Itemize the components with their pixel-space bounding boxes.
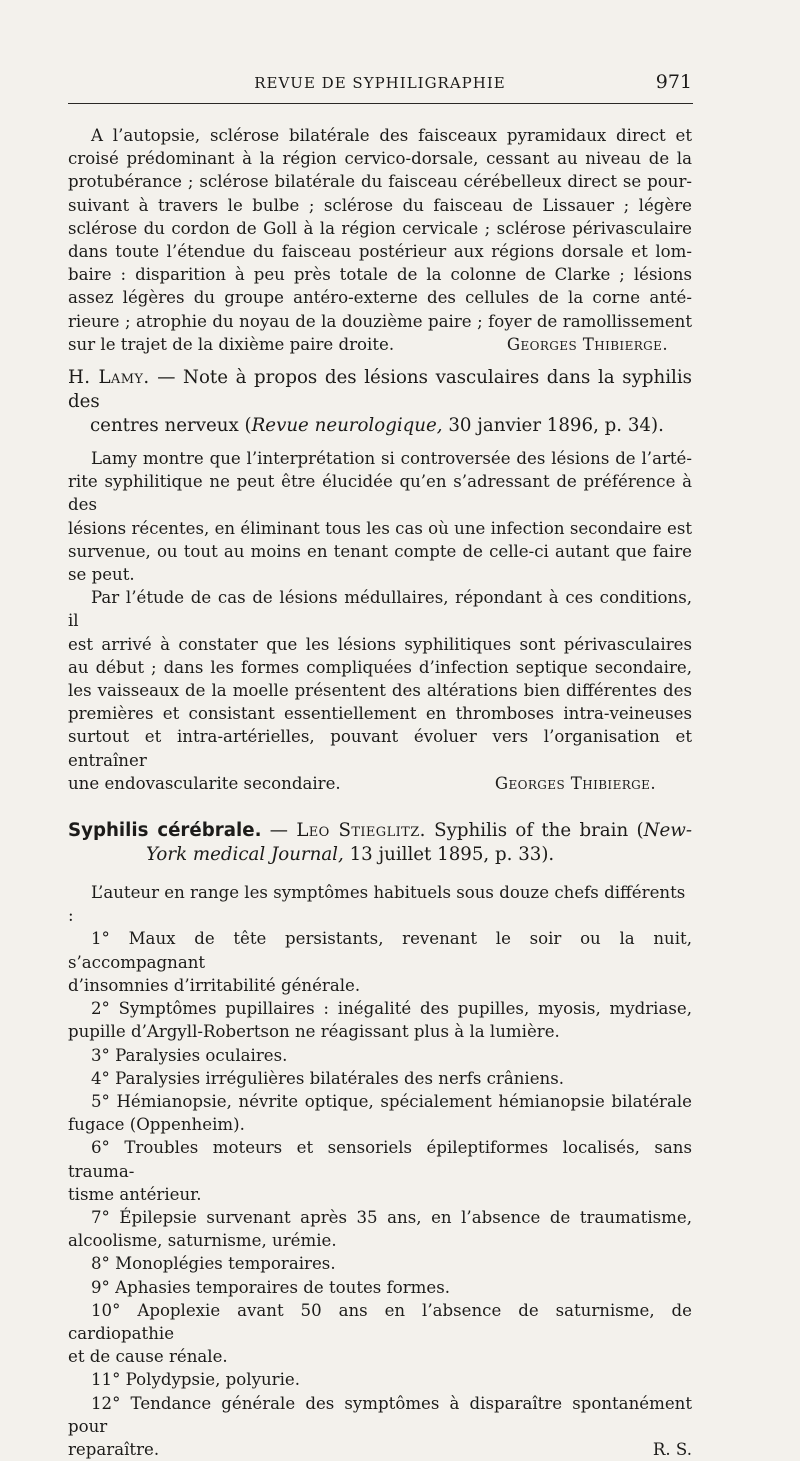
text-line: Lamy montre que l’interprétation si controversée des lésions de l’arté- xyxy=(91,449,692,469)
list-item: 7° Épilepsie survenant après 35 ans, en l’absence de traumatisme, alcoolisme, saturnisme, urémie. xyxy=(68,1207,692,1251)
text-line: premières et consistant essentiellement en thromboses intra-veineuses xyxy=(68,704,692,724)
page-header xyxy=(68,71,692,102)
text-line: sclérose du cordon de Goll à la région cervicale ; sclérose périvasculaire xyxy=(68,218,692,238)
text-line: les vaisseaux de la moelle présentent des altérations bien différentes des xyxy=(68,681,692,701)
journal-name: Revue neurologique, xyxy=(251,415,443,437)
text-line: dans toute l’étendue du faisceau postérieur aux régions dorsale et lom- xyxy=(68,242,692,262)
text-line: protubérance ; sclérose bilatérale du faisceau cérébelleux direct se pour- xyxy=(68,172,692,192)
page-number: 971 xyxy=(655,71,692,93)
text-line: sur le trajet de la dixième paire droite. xyxy=(68,334,395,354)
closing-line xyxy=(68,333,692,356)
symptom-list xyxy=(68,927,692,1461)
heading-author: H. Lamy. xyxy=(68,367,150,389)
heading-author: Leo Stieglitz. xyxy=(296,820,426,842)
text-line: au début ; dans les formes compliquées d’infection septique secondaire, xyxy=(68,657,692,677)
citation-date: 13 juillet 1895, p. 33). xyxy=(343,844,555,866)
heading-title: Note à propos des lésions vasculaires dans la syphilis des xyxy=(68,367,692,413)
text-line: une endovascularite secondaire. xyxy=(68,773,341,793)
text-line: est arrivé à constater que les lésions syphilitiques sont périvasculaires xyxy=(68,634,692,654)
heading-title: Syphilis of the brain ( xyxy=(425,820,644,842)
text-line: suivant à travers le bulbe ; sclérose du faisceau de Lissauer ; légère xyxy=(68,195,692,215)
text-line: baire : disparition à peu près totale de la colonne de Clarke ; lésions xyxy=(68,265,692,285)
list-item: 6° Troubles moteurs et sensoriels épileptiformes localisés, sans trauma- tisme antérieur. xyxy=(68,1138,692,1204)
lamy-summary-paragraph xyxy=(68,447,692,586)
text-line: croisé prédominant à la région cervico-dorsale, cessant au niveau de la xyxy=(68,149,692,169)
text-line: se peut. xyxy=(68,565,135,585)
list-item: 9° Aphasies temporaires de toutes formes. xyxy=(91,1277,451,1297)
header-rule xyxy=(68,103,693,104)
text-line: survenue, ou tout au moins en tenant compte de celle-ci autant que faire xyxy=(68,541,692,561)
journal-name: New- xyxy=(643,820,692,842)
text-line: lésions récentes, en éliminant tous les cas où une infection secondaire est xyxy=(68,518,692,538)
list-item: 8° Monoplégies temporaires. xyxy=(91,1254,336,1274)
review-heading-lamy: H. Lamy. — Note à propos des lésions vasculaires dans la syphilis des centres nerveux (Revue neurologique, 30 janvier 1896, p. 34). xyxy=(68,367,692,437)
heading-subject: Syphilis cérébrale. xyxy=(68,820,262,842)
text-line: A l’autopsie, sclérose bilatérale des faisceaux pyramidaux direct et xyxy=(91,126,692,145)
article-body xyxy=(68,124,692,1461)
list-item: 3° Paralysies oculaires. xyxy=(91,1045,288,1065)
author-signature: Georges Thibierge. xyxy=(506,334,668,354)
lamy-findings-paragraph xyxy=(68,586,692,795)
running-title: REVUE DE SYPHILIGRAPHIE xyxy=(254,74,506,92)
autopsy-paragraph xyxy=(68,124,692,356)
list-item: 12° Tendance générale des symptômes à disparaître spontanément pour reparaître. R. S. xyxy=(68,1392,692,1461)
list-item: 11° Polydypsie, polyurie. xyxy=(91,1370,300,1390)
journal-name: York medical Journal, xyxy=(146,844,344,866)
text-line: surtout et intra-artérielles, pouvant évoluer vers l’organisation et entraîner xyxy=(68,727,692,770)
text-line: assez légères du groupe antéro-externe des cellules de la corne anté- xyxy=(68,288,692,308)
text-line: Par l’étude de cas de lésions médullaires, répondant à ces conditions, il xyxy=(68,588,692,631)
citation-date: 30 janvier 1896, p. 34). xyxy=(442,415,664,437)
list-item: 2° Symptômes pupillaires : inégalité des pupilles, myosis, mydriase, pupille d’Argyll-Robertson ne réagissant plus à la lumière. xyxy=(68,999,692,1042)
symptom-intro: L’auteur en range les symptômes habituels sous douze chefs différents : xyxy=(68,883,686,926)
list-item: 1° Maux de tête persistants, revenant le soir ou la nuit, s’accompagnant d’insomnies d’irritabilité générale. xyxy=(68,929,692,995)
list-item: 4° Paralysies irrégulières bilatérales des nerfs crâniens. xyxy=(91,1068,565,1088)
closing-line xyxy=(68,772,692,795)
text-line: rieure ; atrophie du noyau de la douzième paire ; foyer de ramollissement xyxy=(68,311,692,331)
review-heading-stieglitz: Syphilis cérébrale. — Leo Stieglitz. Syphilis of the brain (New- York medical Journal, 13 juillet 1895, p. 33). xyxy=(68,820,692,866)
list-item: 10° Apoplexie avant 50 ans en l’absence de saturnisme, de cardiopathie et de cause rénale. xyxy=(68,1300,692,1367)
text-line: rite syphilitique ne peut être élucidée qu’en s’adressant de préférence à des xyxy=(68,472,692,515)
list-item: 5° Hémianopsie, névrite optique, spécialement hémianopsie bilatérale fugace (Oppenheim). xyxy=(68,1091,692,1135)
author-signature: Georges Thibierge. xyxy=(494,773,656,793)
author-signature: R. S. xyxy=(652,1439,692,1459)
